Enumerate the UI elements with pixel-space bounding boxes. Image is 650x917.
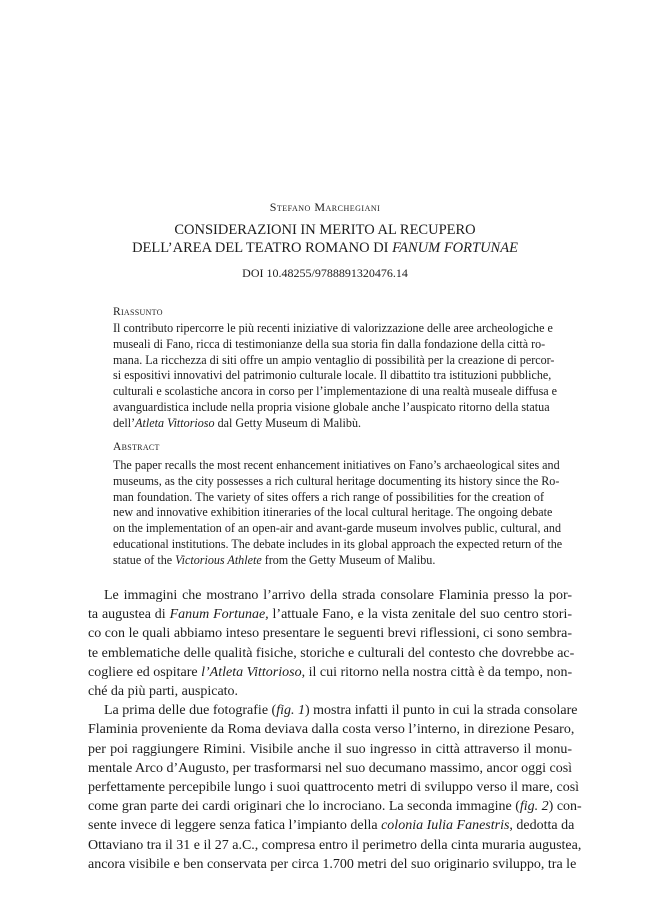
text-line: avanguardistica include nella propria visione globale anche l’auspicato ritorno della statua (113, 399, 550, 414)
abstract-heading: Abstract (113, 441, 160, 453)
text-line: Le immagini che mostrano l’arrivo della strada consolare Flaminia presso la por- (104, 588, 572, 603)
text-line: museali di Fano, ricca di testimonianze della sua storia fin dalla fondazione della città ro- (113, 336, 546, 351)
title-line-2: DELL’AREA DEL TEATRO ROMANO DI FANUM FORTUNAE (132, 240, 518, 256)
text-line: Il contributo ripercorre le più recenti iniziative di valorizzazione delle aree archeologiche e (113, 321, 553, 335)
text-line: sente invece di leggere senza fatica l’impianto della colonia Iulia Fanestris, dedotta da (88, 818, 575, 834)
text-line: ta augustea di Fanum Fortunae, l’attuale Fano, e la vista zenitale del suo centro stori- (88, 607, 572, 623)
riassunto-text (113, 321, 558, 432)
text-line: The paper recalls the most recent enhancement initiatives on Fano’s archaeological sites and (113, 458, 560, 472)
text-line: cogliere ed ospitare l’Atleta Vittorioso, il cui ritorno nella nostra città è da tempo, non- (88, 664, 573, 680)
text-line: ché da più parti, auspicato. (88, 684, 239, 700)
text-line: si espositivi innovativi del patrimonio culturale locale. Il dibattito tra istituzioni pubbliche, (113, 368, 552, 383)
abstract-text (113, 458, 563, 569)
text-line: educational institutions. The debate includes in its global approach the expected return of the (113, 536, 563, 551)
paper-title (0, 221, 650, 257)
text-line: ancora visibile e ben conservata per circa 1.700 metri del suo originario sviluppo, tra le (88, 856, 577, 872)
body-text (88, 586, 582, 874)
title-line-1: CONSIDERAZIONI IN MERITO AL RECUPERO (174, 222, 476, 238)
text-line: man foundation. The variety of sites offers a rich range of possibilities for the creation of (113, 489, 544, 504)
text-line: mana. La ricchezza di siti offre un ampio ventaglio di possibilità per la creazione di percor- (113, 352, 555, 367)
riassunto-heading: Riassunto (113, 306, 163, 318)
text-line: statue of the Victorious Athlete from the Getty Museum of Malibu. (113, 552, 436, 567)
text-line: on the implementation of an open-air and avant-garde museum involves public, cultural, and (113, 521, 562, 536)
text-line: mentale Arco d’Augusto, per trasformarsi nel suo decumano massimo, ancor oggi così (88, 760, 573, 776)
text-line: te emblematiche delle qualità fisiche, storiche e culturali del contesto che dovrebbe ac- (88, 645, 575, 661)
text-line: come gran parte dei cardi originari che lo incrociano. La seconda immagine (fig. 2) con- (88, 799, 582, 815)
doi: DOI 10.48255/9788891320476.14 (242, 266, 408, 280)
author-name: Stefano Marchegiani (269, 200, 381, 214)
text-line: new and innovative exhibition itineraries of the local cultural heritage. The ongoing debate (113, 505, 553, 520)
text-line: Flaminia proveniente da Roma deviava dalla costa verso l’interno, in direzione Pesaro, (88, 722, 575, 738)
text-line: perfettamente percepibile lungo i suoi quattrocento metri di sviluppo verso il mare, così (88, 780, 580, 796)
text-line: co con le quali abbiamo inteso presentare le seguenti brevi riflessioni, ci sono sembra- (88, 626, 572, 642)
text-line: per poi raggiungere Rimini. Visibile anche il suo ingresso in città attraverso il monu- (88, 741, 572, 757)
text-line: dell’Atleta Vittorioso dal Getty Museum di Malibù. (113, 415, 362, 430)
text-line: La prima delle due fotografie (fig. 1) mostra infatti il punto in cui la strada consolare (104, 703, 578, 719)
text-line: culturali e scolastiche ancora in corso per l’implementazione di una realtà museale diffusa e (113, 384, 558, 399)
text-line: Ottaviano tra il 31 e il 27 a.C., compresa entro il perimetro della cinta muraria augustea, (88, 837, 582, 853)
text-line: museums, as the city possesses a rich cultural heritage documenting its history since the Ro- (113, 473, 560, 488)
